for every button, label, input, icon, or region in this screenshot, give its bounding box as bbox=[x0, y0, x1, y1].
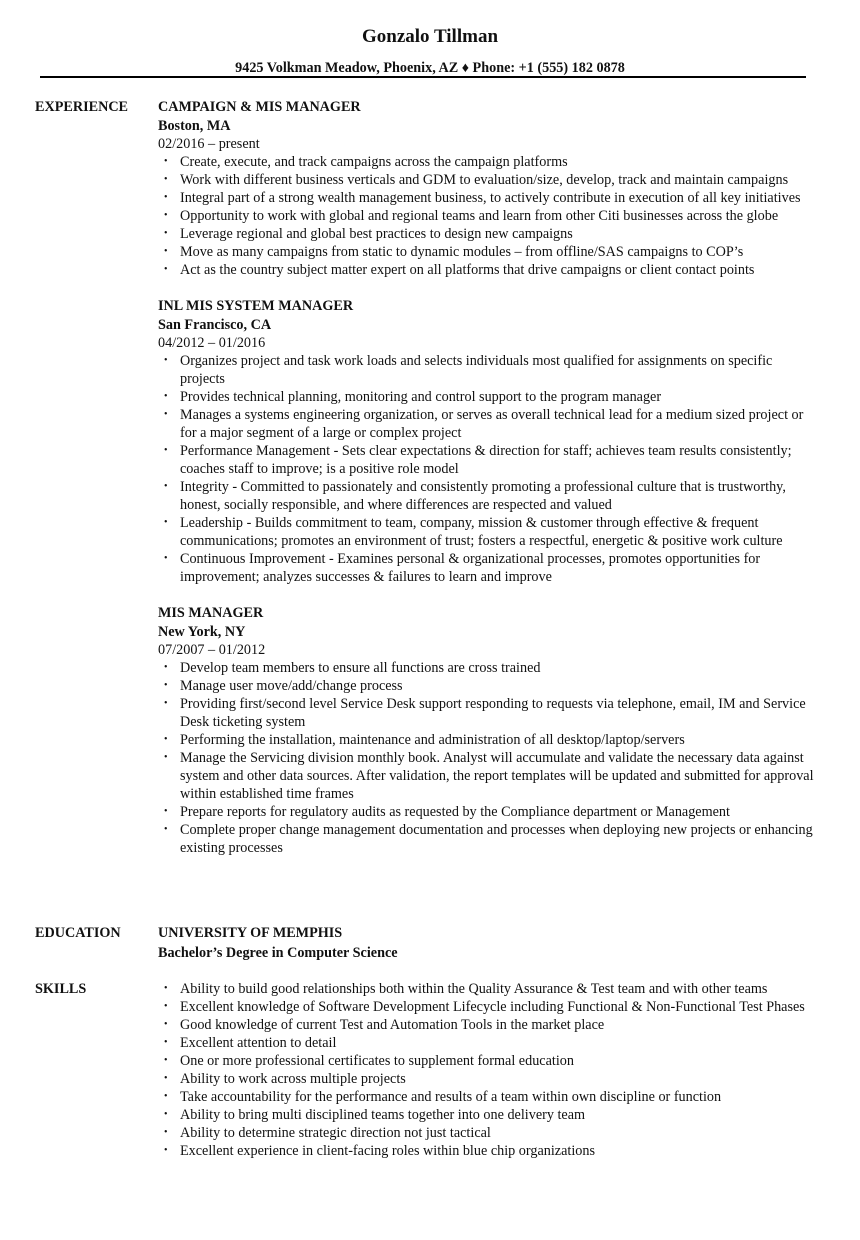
job-location: Boston, MA bbox=[158, 118, 231, 134]
bullet-icon: • bbox=[164, 391, 168, 402]
list-item: • Excellent experience in client-facing roles within blue chip organizations bbox=[164, 1143, 595, 1159]
bullet-icon: • bbox=[164, 1109, 168, 1120]
bullet-icon: • bbox=[164, 1127, 168, 1138]
list-item: • Good knowledge of current Test and Automation Tools in the market place bbox=[164, 1017, 605, 1033]
list-item: • Integral part of a strong wealth management business, to actively contribute in execution of all key initiatives bbox=[164, 190, 801, 206]
bullet-icon: • bbox=[164, 1055, 168, 1066]
list-item: • Performing the installation, maintenance and administration of all desktop/laptop/servers bbox=[164, 732, 685, 748]
job-bullets bbox=[158, 153, 818, 279]
job-title: MIS MANAGER bbox=[158, 605, 264, 621]
bullet-icon: • bbox=[164, 1145, 168, 1156]
bullet-icon: • bbox=[164, 1019, 168, 1030]
job-dates: 04/2012 – 01/2016 bbox=[158, 335, 266, 351]
experience-body bbox=[158, 98, 818, 875]
school-name: UNIVERSITY OF MEMPHIS bbox=[158, 925, 343, 941]
list-item: • Opportunity to work with global and regional teams and learn from other Citi businesses across the globe bbox=[164, 208, 779, 224]
bullet-icon: • bbox=[164, 806, 168, 817]
bullet-icon: • bbox=[164, 481, 168, 492]
list-item: • Ability to determine strategic direction not just tactical bbox=[164, 1125, 491, 1141]
bullet-icon: • bbox=[164, 409, 168, 420]
bullet-icon: • bbox=[164, 517, 168, 528]
bullet-icon: • bbox=[164, 824, 168, 835]
bullet-icon: • bbox=[164, 734, 168, 745]
bullet-icon: • bbox=[164, 1073, 168, 1084]
resume-header bbox=[0, 25, 860, 77]
job-dates: 07/2007 – 01/2012 bbox=[158, 642, 266, 658]
list-item: • Manage the Servicing division monthly book. Analyst will accumulate and validate the necessary data against system and other data sources. After validation, the report templates will be updated and submitted for approval within established time frames bbox=[164, 750, 814, 802]
education-body bbox=[158, 924, 818, 962]
list-item: • Provides technical planning, monitoring and control support to the program manager bbox=[164, 389, 662, 405]
list-item: • Complete proper change management documentation and processes when deploying new projects or enhancing existing processes bbox=[164, 822, 813, 856]
section-label-experience: EXPERIENCE bbox=[35, 99, 129, 115]
section-label-education: EDUCATION bbox=[35, 925, 121, 941]
job-bullets bbox=[158, 352, 818, 586]
bullet-icon: • bbox=[164, 752, 168, 763]
job-title: INL MIS SYSTEM MANAGER bbox=[158, 298, 354, 314]
list-item: • Act as the country subject matter expert on all platforms that drive campaigns or client contact points bbox=[164, 262, 755, 278]
list-item: • Integrity - Committed to passionately and consistently promoting a professional culture that is trustworthy, honest, socially responsible, and where differences are respected and valued bbox=[164, 479, 786, 513]
list-item: • Excellent attention to detail bbox=[164, 1035, 337, 1051]
bullet-icon: • bbox=[164, 1091, 168, 1102]
bullet-icon: • bbox=[164, 662, 168, 673]
job-entry bbox=[158, 297, 818, 586]
bullet-icon: • bbox=[164, 553, 168, 564]
bullet-icon: • bbox=[164, 698, 168, 709]
list-item: • Leverage regional and global best practices to design new campaigns bbox=[164, 226, 573, 242]
candidate-name: Gonzalo Tillman bbox=[361, 26, 499, 47]
bullet-icon: • bbox=[164, 210, 168, 221]
list-item: • Take accountability for the performance and results of a team within own discipline or function bbox=[164, 1089, 722, 1105]
list-item: • Work with different business verticals and GDM to evaluation/size, develop, track and maintain campaigns bbox=[164, 172, 789, 188]
job-dates: 02/2016 – present bbox=[158, 136, 260, 152]
contact-line: 9425 Volkman Meadow, Phoenix, AZ ♦ Phone: +1 (555) 182 0878 bbox=[235, 60, 625, 76]
list-item: • One or more professional certificates to supplement formal education bbox=[164, 1053, 574, 1069]
bullet-icon: • bbox=[164, 156, 168, 167]
bullet-icon: • bbox=[164, 1037, 168, 1048]
job-entry bbox=[158, 98, 818, 279]
job-location: San Francisco, CA bbox=[158, 317, 272, 333]
bullet-icon: • bbox=[164, 445, 168, 456]
job-title: CAMPAIGN & MIS MANAGER bbox=[158, 99, 361, 115]
bullet-icon: • bbox=[164, 264, 168, 275]
list-item: • Ability to work across multiple projects bbox=[164, 1071, 406, 1087]
bullet-icon: • bbox=[164, 680, 168, 691]
section-label-skills: SKILLS bbox=[35, 981, 87, 997]
job-location: New York, NY bbox=[158, 624, 246, 640]
list-item: • Ability to build good relationships both within the Quality Assurance & Test team and with other teams bbox=[164, 981, 768, 997]
header-divider bbox=[40, 76, 806, 78]
skills-body bbox=[158, 980, 818, 1160]
list-item: • Create, execute, and track campaigns across the campaign platforms bbox=[164, 154, 568, 170]
list-item: • Excellent knowledge of Software Development Lifecycle including Functional & Non-Functional Test Phases bbox=[164, 999, 805, 1015]
list-item: • Manages a systems engineering organization, or serves as overall technical lead for a medium sized project or for a major segment of a large or complex project bbox=[164, 407, 804, 441]
list-item: • Continuous Improvement - Examines personal & organizational processes, promotes opportunities for improvement; analyzes successes & failures to learn and improve bbox=[164, 551, 761, 585]
list-item: • Manage user move/add/change process bbox=[164, 678, 403, 694]
bullet-icon: • bbox=[164, 174, 168, 185]
list-item: • Develop team members to ensure all functions are cross trained bbox=[164, 660, 541, 676]
degree: Bachelor’s Degree in Computer Science bbox=[158, 945, 398, 961]
list-item: • Providing first/second level Service Desk support responding to requests via telephone, email, IM and Service Desk ticketing system bbox=[164, 696, 806, 730]
list-item: • Ability to bring multi disciplined teams together into one delivery team bbox=[164, 1107, 586, 1123]
bullet-icon: • bbox=[164, 355, 168, 366]
list-item: • Organizes project and task work loads and selects individuals most qualified for assignments on specific projects bbox=[164, 353, 773, 387]
list-item: • Performance Management - Sets clear expectations & direction for staff; achieves team results consistently; coaches staff to improve; is a positive role model bbox=[164, 443, 792, 477]
job-bullets bbox=[158, 659, 818, 857]
list-item: • Prepare reports for regulatory audits as requested by the Compliance department or Management bbox=[164, 804, 730, 820]
bullet-icon: • bbox=[164, 228, 168, 239]
list-item: • Move as many campaigns from static to dynamic modules – from offline/SAS campaigns to COP’s bbox=[164, 244, 744, 260]
skills-list bbox=[158, 980, 818, 1160]
list-item: • Leadership - Builds commitment to team, company, mission & customer through effective & frequent communications; promotes an environment of trust; fosters a respectful, energetic & positive work culture bbox=[164, 515, 783, 549]
bullet-icon: • bbox=[164, 1001, 168, 1012]
bullet-icon: • bbox=[164, 983, 168, 994]
bullet-icon: • bbox=[164, 246, 168, 257]
job-entry bbox=[158, 604, 818, 857]
bullet-icon: • bbox=[164, 192, 168, 203]
